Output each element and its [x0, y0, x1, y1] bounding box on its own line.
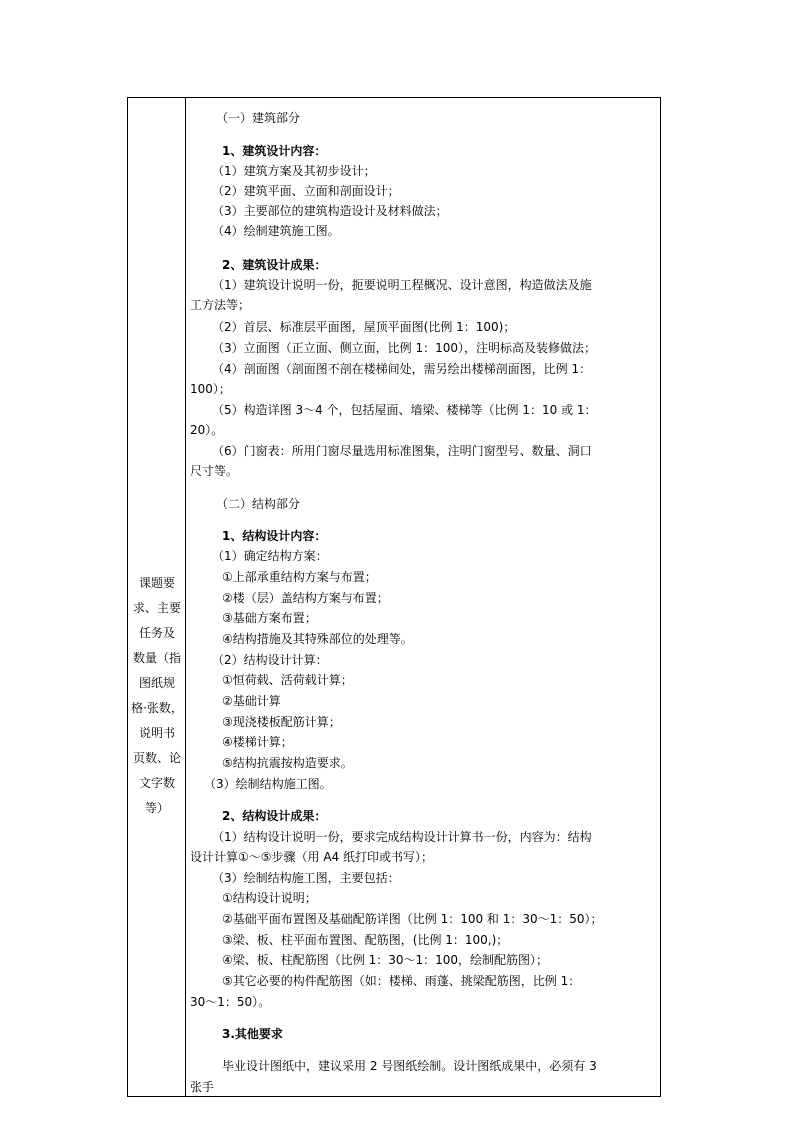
list-item: （1）建筑方案及其初步设计；	[212, 164, 376, 178]
list-item: （1）确定结构方案：	[212, 549, 328, 563]
list-item: ①恒荷载、活荷载计算；	[222, 673, 353, 687]
section3-paragraph-line2: 张手	[190, 1080, 215, 1094]
list-item: （6）门窗表：所用门窗尽量选用标准图集，注明门窗型号、数量、洞口	[212, 444, 592, 458]
list-item: （3）绘制结构施工图。	[204, 777, 332, 791]
list-item: （4）剖面图（剖面图不剖在楼梯间处，需另绘出楼梯剖面图，比例 1：	[212, 362, 592, 376]
list-item: 工方法等；	[190, 298, 251, 312]
list-item: （3）主要部位的建筑构造设计及材料做法；	[212, 204, 448, 218]
list-item: （3）立面图（正立面、侧立面，比例 1：100），注明标高及装修做法；	[212, 341, 596, 355]
list-item: ⑤其它必要的构件配筋图（如：楼梯、雨蓬、挑梁配筋图，比例 1：	[222, 974, 581, 988]
list-item: ②基础平面布置图及基础配筋详图（比例 1：100 和 1：30～1：50）；	[222, 912, 603, 926]
list-item: ④结构措施及其特殊部位的处理等。	[222, 632, 413, 646]
list-item: （2）首层、标准层平面图，屋顶平面图(比例 1：100)；	[212, 320, 516, 334]
list-item: ④楼梯计算；	[222, 735, 293, 749]
list-item: （1）结构设计说明一份，要求完成结构设计计算书一份，内容为：结构	[212, 830, 592, 844]
section2-heading: （二）结构部分	[216, 497, 301, 511]
list-item: （2）结构设计计算：	[212, 653, 328, 667]
list-item: ①结构设计说明；	[222, 891, 317, 905]
list-item: ⑤结构抗震按构造要求。	[222, 756, 353, 770]
list-item: 100）；	[190, 382, 231, 396]
list-item: ②楼（层）盖结构方案与布置；	[222, 591, 389, 605]
section3-paragraph-line1: 毕业设计图纸中，建议采用 2 号图纸绘制。设计图纸成果中，必须有 3	[222, 1059, 597, 1073]
list-item: 30～1：50）。	[190, 995, 271, 1009]
left-header-label: 课题要 求、主要 任务及 数量（指 图纸规 格·张数， 说明书 页数、论 文字数 等）	[131, 576, 183, 815]
list-item: （5）构造详图 3～4 个，包括屋面、墙梁、楼梯等（比例 1：10 或 1：	[212, 403, 597, 417]
section1-sub2-heading: 2、建筑设计成果：	[222, 258, 327, 272]
left-header-cell	[128, 98, 186, 1096]
list-item: ③基础方案布置；	[222, 611, 317, 625]
list-item: ③梁、板、柱平面布置图、配筋图，(比例 1：100,)；	[222, 933, 509, 947]
section1-heading: （一）建筑部分	[216, 111, 301, 125]
list-item: （3）绘制结构施工图，主要包括：	[212, 871, 400, 885]
section3-heading: 3.其他要求	[222, 1027, 283, 1041]
list-item: 设计计算①～⑤步骤（用 A4 纸打印或书写）；	[190, 850, 433, 864]
list-item: ①上部承重结构方案与布置；	[222, 570, 377, 584]
list-item: 20）。	[190, 423, 224, 437]
list-item: （1）建筑设计说明一份，扼要说明工程概况、设计意图，构造做法及施	[212, 278, 592, 292]
list-item: ④梁、板、柱配筋图（比例 1：30～1：100，绘制配筋图）；	[222, 953, 549, 967]
list-item: （4）绘制建筑施工图。	[212, 224, 340, 238]
section1-sub1-heading: 1、建筑设计内容：	[222, 144, 327, 158]
section2-sub2-heading: 2、结构设计成果：	[222, 809, 327, 823]
list-item: ③现浇楼板配筋计算；	[222, 715, 341, 729]
list-item: （2）建筑平面、立面和剖面设计；	[212, 184, 400, 198]
list-item: ②基础计算	[222, 694, 281, 708]
list-item: 尺寸等。	[190, 464, 239, 478]
section2-sub1-heading: 1、结构设计内容：	[222, 529, 327, 543]
requirements-table	[127, 97, 661, 1097]
